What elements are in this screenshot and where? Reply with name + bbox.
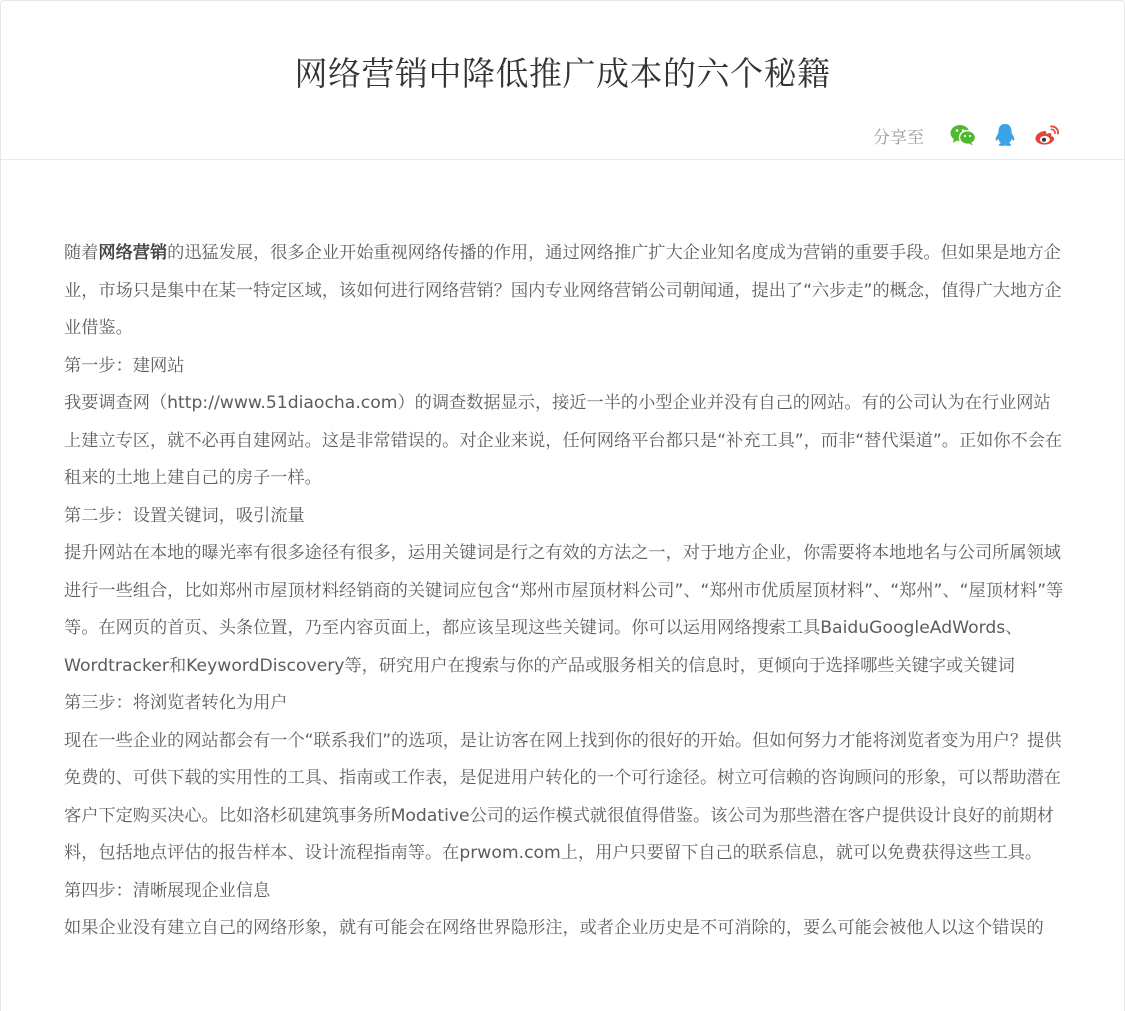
step-1-heading: 第一步：建网站 bbox=[64, 355, 185, 376]
step-2-text: 提升网站在本地的曝光率有很多途径有很多，运用关键词是行之有效的方法之一，对于地方企业，你需要将本地地名与公司所属领域进行一些组合，比如郑州市屋顶材料经销商的关键词应包含“郑州市屋顶材料公司”、“郑州市优质屋顶材料”、“郑州”、“屋顶材料”等等。在网页的首页、头条位置，乃至内容页面上，都应该呈现这些关键词。你可以运用网络搜索工具BaiduGoogleAdWords、Wordtracker和KeywordDiscovery等，研究用户在搜索与你的产品或服务相关的信息时，更倾向于选择哪些关键字或关键词 bbox=[64, 543, 1064, 676]
article-body bbox=[64, 235, 1064, 948]
share-qq-button[interactable] bbox=[990, 120, 1020, 150]
step-4-heading: 第四步：清晰展现企业信息 bbox=[64, 880, 271, 901]
keyword-link[interactable]: 网络营销 bbox=[98, 243, 168, 263]
intro-rest: 的迅猛发展，很多企业开始重视网络传播的作用，通过网络推广扩大企业知名度成为营销的重要手段。但如果是地方企业，市场只是集中在某一特定区域，该如何进行网络营销？国内专业网络营销公司朝闻通，提出了“六步走”的概念，值得广大地方企业借鉴。 bbox=[64, 243, 1062, 338]
intro-prefix: 随着 bbox=[64, 243, 99, 263]
share-bar bbox=[873, 119, 1062, 151]
article-header bbox=[1, 1, 1124, 160]
step-3-heading: 第三步：将浏览者转化为用户 bbox=[64, 693, 288, 713]
step-2-heading: 第二步：设置关键词，吸引流量 bbox=[64, 505, 305, 526]
weibo-icon bbox=[1034, 124, 1060, 146]
wechat-icon bbox=[950, 124, 976, 146]
article-title: 网络营销中降低推广成本的六个秘籍 bbox=[294, 54, 831, 93]
share-weibo-button[interactable] bbox=[1032, 120, 1062, 150]
step-4-text: 如果企业没有建立自己的网络形象，就有可能会在网络世界隐形注，或者企业历史是不可消除的，要么可能会被他人以这个错误的 bbox=[64, 918, 1044, 938]
step-3-text: 现在一些企业的网站都会有一个“联系我们”的选项，是让访客在网上找到你的很好的开始。但如何努力才能将浏览者变为用户？提供免费的、可供下载的实用性的工具、指南或工作表，是促进用户转化的一个可行途径。树立可信赖的咨询顾问的形象，可以帮助潜在客户下定购买决心。比如洛杉矶建筑事务所Modative公司的运作模式就很值得借鉴。该公司为那些潜在客户提供设计良好的前期材料，包括地点评估的报告样本、设计流程指南等。在prwom.com上，用户只要留下自己的联系信息，就可以免费获得这些工具。 bbox=[64, 730, 1062, 863]
intro-paragraph bbox=[64, 235, 1064, 348]
share-label: 分享至 bbox=[873, 127, 924, 148]
share-wechat-button[interactable] bbox=[948, 120, 978, 150]
step-1-text: 我要调查网（http://www.51diaocha.com）的调查数据显示，接近一半的小型企业并没有自己的网站。有的公司认为在行业网站上建立专区，就不必再自建网站。这是非常错误的。对企业来说，任何网络平台都只是“补充工具”，而非“替代渠道”。正如你不会在租来的土地上建自己的房子一样。 bbox=[64, 393, 1063, 488]
qq-icon bbox=[994, 123, 1016, 147]
